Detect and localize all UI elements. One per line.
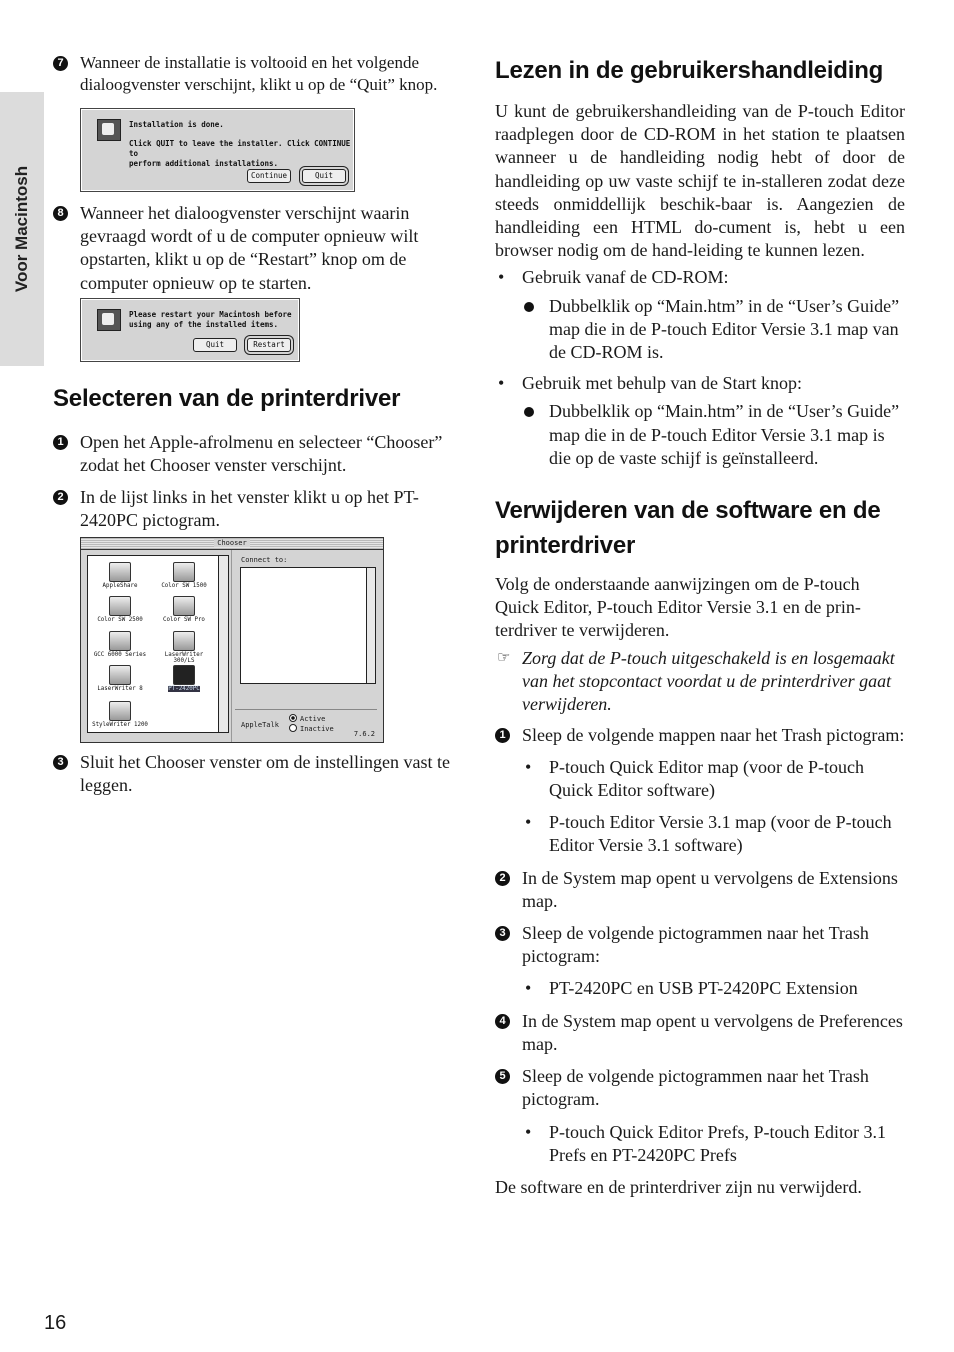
sub-item: Dubbelklik op “Main.htm” in de “User’s Guide” map die in de P-touch Editor Versie 3.1 map is die op de vaste schijf is geïnstalleerd.: [495, 400, 905, 470]
step-text: Sluit het Chooser venster om de instellingen vast te leggen.: [80, 751, 450, 795]
step-number: 5: [495, 1069, 510, 1084]
restart-dialog-message: Please restart your Macintosh before using any of the installed items.: [129, 309, 292, 329]
step-text: Sleep de volgende pictogrammen naar het Trash pictogram.: [522, 1066, 869, 1110]
step-text: Open het Apple-afrolmenu en selecteer “Chooser” zodat het Chooser venster verschijnt.: [80, 431, 443, 476]
printer-icon: [109, 631, 131, 651]
step-text: In de System map opent u vervolgens de Preferences map.: [522, 1010, 903, 1054]
quit-dialog: [80, 108, 355, 192]
step-number: 4: [495, 1014, 510, 1029]
driver-color-sw-2500[interactable]: Color SW 2500: [90, 596, 150, 623]
step-text: Sleep de volgende pictogrammen naar het Trash pictogram:: [522, 923, 869, 967]
printer-icon: [173, 631, 195, 651]
intro-paragraph: Volg de onderstaande aanwijzingen om de P-touch Quick Editor, P-touch Editor Versie 3.1 en de prin-terdriver te verwijderen.: [495, 574, 861, 641]
sub-item: • P-touch Editor Versie 3.1 map (voor de P-touch Editor Versie 3.1 software): [495, 811, 905, 857]
printer-icon: [109, 665, 131, 685]
step-2: [495, 867, 905, 913]
side-tab-label: Voor Macintosh: [12, 165, 31, 293]
installer-icon: [97, 309, 121, 331]
step-3: [53, 751, 453, 797]
step-text: Sleep de volgende mappen naar het Trash pictogram:: [522, 724, 905, 745]
connect-to-list[interactable]: [240, 567, 376, 684]
section-heading: Verwijderen van de software en de printerdriver: [495, 497, 881, 560]
step-3: [495, 922, 905, 968]
step-2: [53, 486, 453, 532]
printer-icon: [173, 562, 195, 582]
driver-stylewriter-1200[interactable]: StyleWriter 1200: [90, 701, 150, 728]
step-text: Wanneer de installatie is voltooid en het volgende dialoogvenster verschijnt, klikt u op de “Quit” knop.: [80, 53, 438, 94]
step-number: 7: [53, 56, 68, 71]
step-text: In de System map opent u vervolgens de Extensions map.: [522, 867, 898, 911]
driver-laserwriter-300[interactable]: LaserWriter 300/LS: [154, 631, 214, 664]
step-number: 2: [53, 490, 68, 505]
step-number: 3: [495, 926, 510, 941]
quit-dialog-message: Installation is done. Click QUIT to leave the installer. Click CONTINUE to perform additional installations.: [129, 120, 351, 168]
appletalk-active-radio[interactable]: Active: [289, 714, 325, 724]
sub-item: • P-touch Quick Editor Prefs, P-touch Editor 3.1 Prefs en PT-2420PC Prefs: [495, 1121, 905, 1167]
step-number: 8: [53, 206, 68, 221]
printer-icon: [173, 596, 195, 616]
sub-item: • P-touch Quick Editor map (voor de P-touch Quick Editor software): [495, 756, 905, 802]
connect-scrollbar[interactable]: [366, 568, 375, 683]
section-heading: Lezen in de gebruikershandleiding: [495, 57, 884, 84]
note: ☞ Zorg dat de P-touch uitgeschakeld is en losgemaakt van het stopcontact voordat u de printerdriver gaat verwijderen.: [497, 647, 895, 714]
step-1: [495, 724, 905, 747]
side-tab: [0, 92, 44, 366]
sub-item: Dubbelklik op “Main.htm” in de “User’s Guide” map die in de P-touch Editor Versie 3.1 map van de CD-ROM is.: [495, 295, 905, 365]
driver-list[interactable]: [87, 555, 229, 733]
sub-item: • PT-2420PC en USB PT-2420PC Extension: [495, 977, 905, 1000]
quit-button[interactable]: Quit: [302, 169, 346, 183]
connect-to-label: Connect to:: [241, 555, 288, 564]
step-number: 3: [53, 755, 68, 770]
step-4: [495, 1010, 905, 1056]
bullet-item: • Gebruik met behulp van de Start knop:: [495, 372, 905, 395]
step-7: [53, 52, 453, 96]
section-heading: Selecteren van de printerdriver: [53, 384, 401, 412]
printer-icon: [109, 701, 131, 721]
quit-button[interactable]: Quit: [193, 338, 237, 352]
bullet-item: • Gebruik vanaf de CD-ROM:: [495, 266, 905, 289]
chooser-title-bar[interactable]: [81, 538, 383, 550]
driver-gcc-6000[interactable]: GCC 6000 Series: [90, 631, 150, 658]
right-column: [495, 52, 905, 1199]
step-text: Wanneer het dialoogvenster verschijnt waarin gevraagd wordt of u de computer opnieuw wilt opstarten, klikt u op de “Restart” knop om de computer opnieuw op te starten.: [80, 203, 419, 293]
driver-pt-2420pc[interactable]: PT-2420PC: [154, 665, 214, 692]
step-5: [495, 1065, 905, 1111]
driver-laserwriter-8[interactable]: LaserWriter 8: [90, 665, 150, 692]
appletalk-inactive-radio[interactable]: Inactive: [289, 724, 334, 734]
page-number: 16: [44, 1312, 67, 1334]
chooser-version: 7.6.2: [353, 729, 375, 738]
driver-color-sw-1500[interactable]: Color SW 1500: [154, 562, 214, 589]
appletalk-label: AppleTalk: [241, 720, 279, 729]
closing-paragraph: De software en de printerdriver zijn nu verwijderd.: [495, 1176, 862, 1197]
pt-2420pc-icon: [173, 665, 195, 685]
step-text: In de lijst links in het venster klikt u op het PT-2420PC pictogram.: [80, 487, 419, 531]
printer-icon: [109, 596, 131, 616]
intro-paragraph: U kunt de gebruikershandleiding van de P-touch Editor raadplegen door de CD-ROM in het station te plaatsen wanneer u de handleiding nodig hebt of door de handleiding op uw vaste schijf te in-stalleren zodat deze steeds onmiddellijk beschik-baar is. Aangezien de handleiding een HTML do-cument is, hebt u een browser nodig om de hand-leiding te kunnen lezen.: [495, 101, 905, 261]
chooser-window: [80, 537, 384, 743]
driver-color-sw-pro[interactable]: Color SW Pro: [154, 596, 214, 623]
chooser-title: Chooser: [214, 539, 250, 547]
appleshare-icon: [109, 562, 131, 582]
step-number: 1: [495, 728, 510, 743]
pointing-hand-icon: ☞: [497, 649, 511, 666]
step-1: [53, 431, 453, 477]
left-column: [53, 52, 453, 797]
installer-icon: [97, 119, 121, 141]
step-number: 1: [53, 435, 68, 450]
step-8: [53, 202, 453, 295]
restart-dialog: [80, 298, 300, 362]
driver-appleshare[interactable]: AppleShare: [90, 562, 150, 589]
continue-button[interactable]: Continue: [247, 169, 291, 183]
step-number: 2: [495, 871, 510, 886]
restart-button[interactable]: Restart: [247, 338, 291, 352]
list-scrollbar[interactable]: [218, 556, 228, 732]
